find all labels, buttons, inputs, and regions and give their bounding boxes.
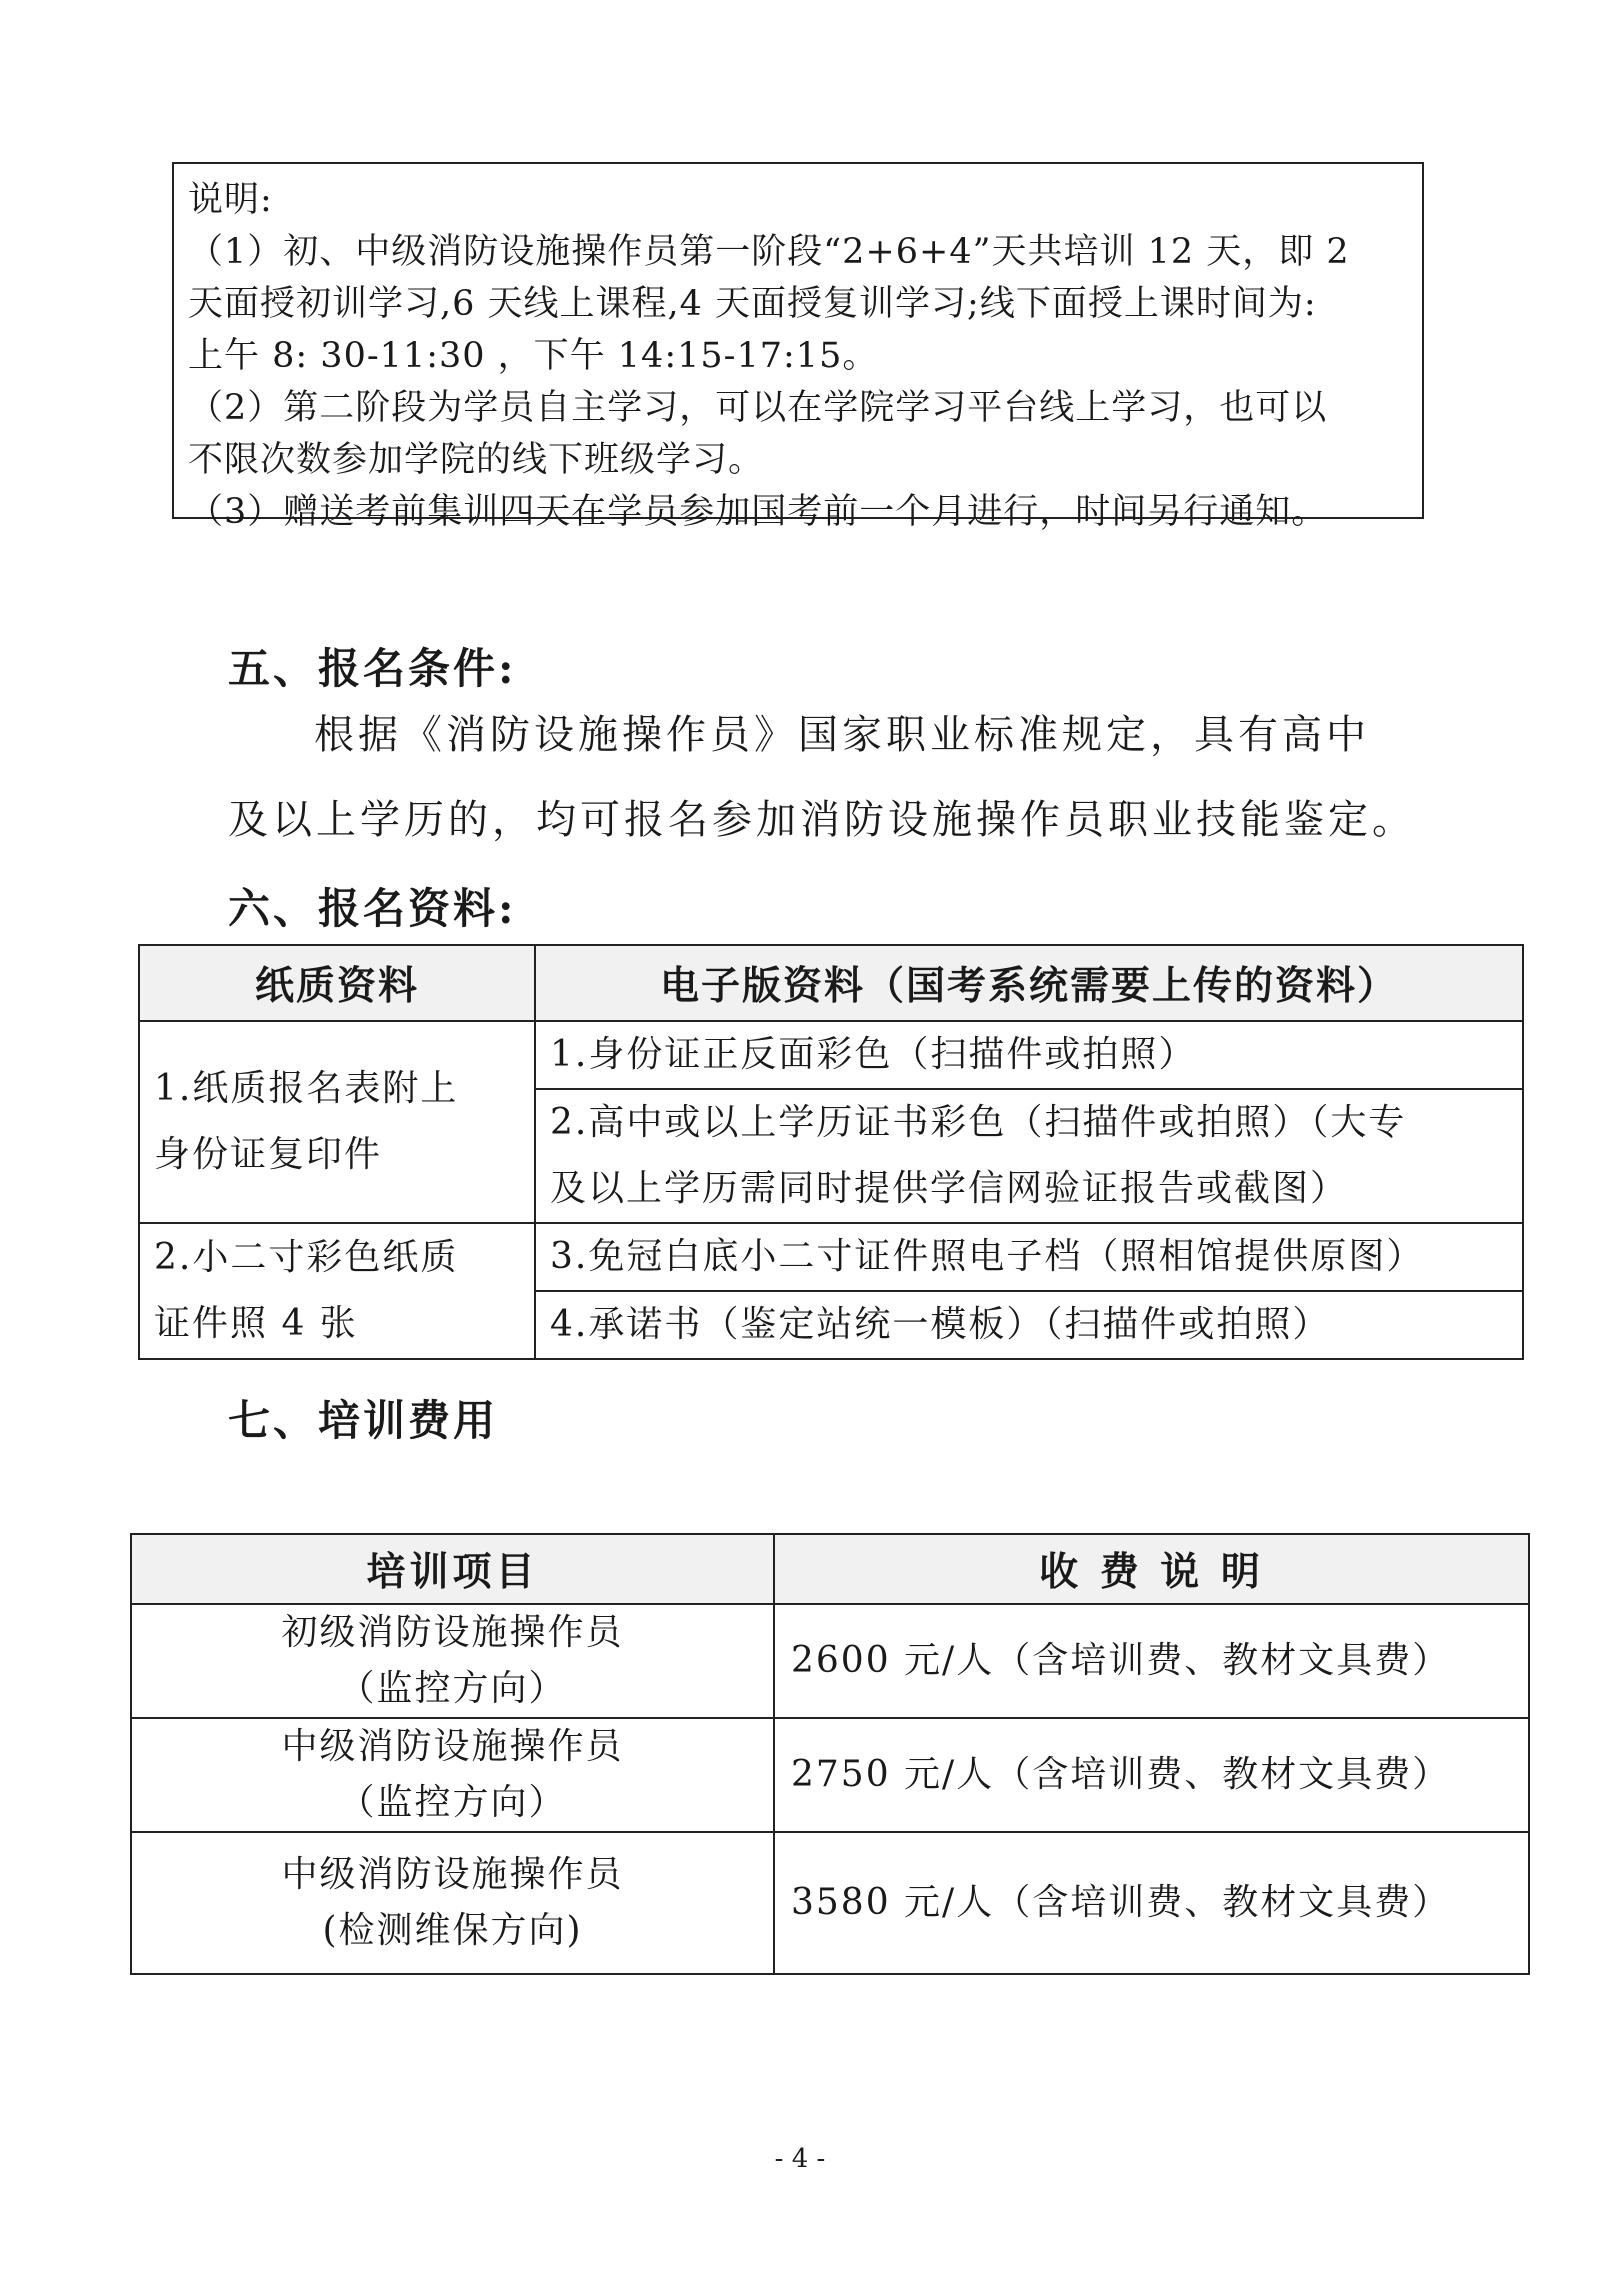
paper-material-1 <box>139 1021 535 1223</box>
electronic-material-2-line-1: 2.高中或以上学历证书彩色（扫描件或拍照）（大专 <box>550 1102 1407 1143</box>
training-fee: 2750 元/人（含培训费、教材文具费） <box>774 1718 1529 1832</box>
training-item-line-2: (检测维保方向) <box>322 1910 583 1951</box>
note-box <box>172 162 1424 532</box>
table-row <box>131 1718 1529 1832</box>
electronic-material-4: 4.承诺书（鉴定站统一模板）（扫描件或拍照） <box>535 1291 1523 1359</box>
note-line: 不限次数参加学院的线下班级学习。 <box>188 440 765 480</box>
table-row <box>139 1021 1523 1089</box>
registration-materials-table <box>138 944 1524 1360</box>
note-line: （1）初、中级消防设施操作员第一阶段“2+6+4”天共培训 12 天，即 2 <box>188 232 1350 272</box>
training-item-line-1: 中级消防设施操作员 <box>281 1726 624 1767</box>
table-header-row <box>131 1534 1529 1604</box>
note-line: 上午 8: 30-11:30 ，下午 14:15-17:15。 <box>188 336 879 376</box>
table-row <box>131 1832 1529 1974</box>
registration-conditions-line-2: 及以上学历的，均可报名参加消防设施操作员职业技能鉴定。 <box>228 797 1416 843</box>
electronic-material-2-line-2: 及以上学历需同时提供学信网验证报告或截图） <box>550 1168 1349 1209</box>
section-title-registration-materials: 六、报名资料: <box>228 884 517 933</box>
training-item-line-2: （监控方向） <box>338 1668 567 1709</box>
electronic-material-1: 1.身份证正反面彩色（扫描件或拍照） <box>535 1021 1523 1089</box>
training-fees-table <box>130 1533 1530 1975</box>
table-header-row <box>139 945 1523 1021</box>
table-row <box>139 1223 1523 1291</box>
paper-material-2-line-1: 2.小二寸彩色纸质 <box>154 1237 459 1278</box>
training-item-line-1: 中级消防设施操作员 <box>281 1854 624 1895</box>
note-line: （3）赠送考前集训四天在学员参加国考前一个月进行，时间另行通知。 <box>188 492 1328 532</box>
training-item <box>131 1718 774 1832</box>
table-row <box>131 1604 1529 1718</box>
electronic-material-2 <box>535 1089 1523 1223</box>
paper-material-1-line-2: 身份证复印件 <box>154 1134 383 1175</box>
header-electronic-materials: 电子版资料（国考系统需要上传的资料） <box>535 945 1523 1021</box>
training-item-line-1: 初级消防设施操作员 <box>281 1612 624 1653</box>
section-title-registration-conditions: 五、报名条件: <box>228 644 517 693</box>
paper-material-2-line-2: 证件照 4 张 <box>154 1303 358 1344</box>
page-number: - 4 - <box>774 2144 826 2174</box>
paper-material-1-line-1: 1.纸质报名表附上 <box>154 1068 459 1109</box>
training-item <box>131 1604 774 1718</box>
training-item-line-2: （监控方向） <box>338 1782 567 1823</box>
note-line: 说明: <box>188 180 273 220</box>
training-item <box>131 1832 774 1974</box>
note-line: （2）第二阶段为学员自主学习，可以在学院学习平台线上学习，也可以 <box>188 388 1328 428</box>
paper-material-2 <box>139 1223 535 1359</box>
electronic-material-3: 3.免冠白底小二寸证件照电子档（照相馆提供原图） <box>535 1223 1523 1291</box>
training-fee: 2600 元/人（含培训费、教材文具费） <box>774 1604 1529 1718</box>
note-line: 天面授初训学习,6 天线上课程,4 天面授复训学习;线下面授上课时间为: <box>188 284 1317 324</box>
training-fee: 3580 元/人（含培训费、教材文具费） <box>774 1832 1529 1974</box>
header-fee-description: 收 费 说 明 <box>774 1534 1529 1604</box>
header-training-item: 培训项目 <box>131 1534 774 1604</box>
section-title-training-fees: 七、培训费用 <box>228 1396 499 1445</box>
registration-conditions-line-1: 根据《消防设施操作员》国家职业标准规定，具有高中 <box>314 712 1370 758</box>
header-paper-materials: 纸质资料 <box>139 945 535 1021</box>
